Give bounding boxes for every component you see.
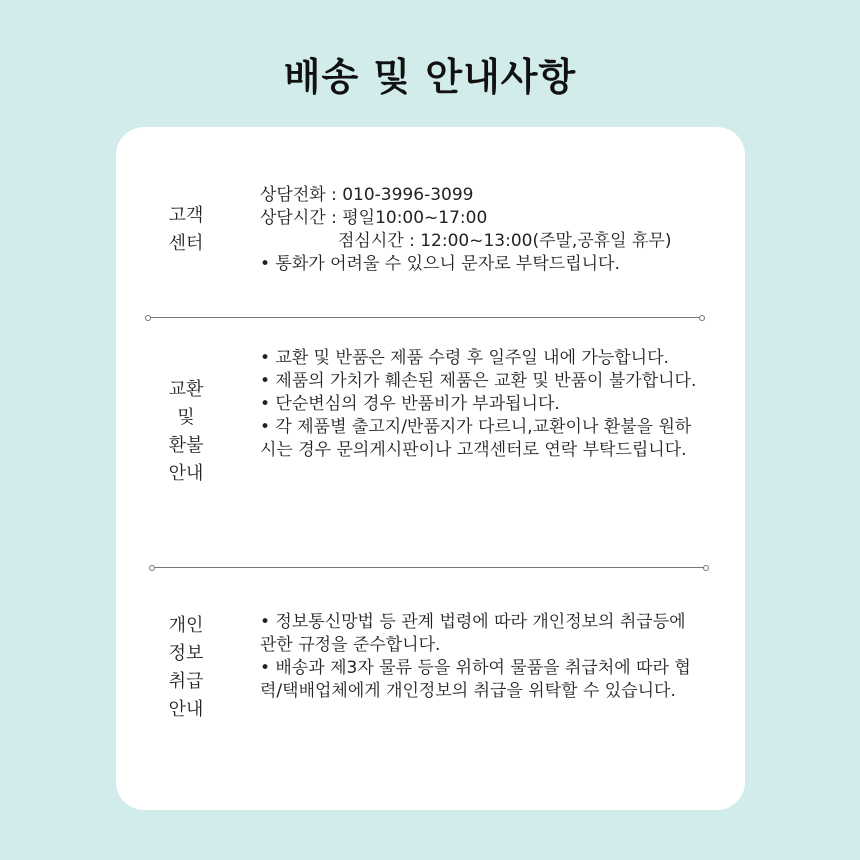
bullet-item: • 제품의 가치가 훼손된 제품은 교환 및 반품이 불가합니다. [260, 371, 697, 391]
bullet-item: • 단순변심의 경우 반품비가 부과됩니다. [260, 394, 560, 414]
label-line: 안내 [168, 699, 204, 720]
info-card [116, 127, 745, 810]
label-line: 환불 [168, 435, 204, 456]
section-divider [150, 317, 700, 318]
bullet-item: • 정보통신망법 등 관계 법령에 따라 개인정보의 취급등에 관한 규정을 준수합니다. [260, 612, 686, 655]
label-line: 정보 [168, 643, 204, 664]
page-title: 배송 및 안내사항 [283, 55, 577, 99]
label-line: 및 [177, 407, 195, 428]
hours-line: 상담시간 : 평일10:00~17:00 [260, 208, 488, 228]
bullet-item: • 교환 및 반품은 제품 수령 후 일주일 내에 가능합니다. [260, 348, 669, 368]
privacy-label [146, 612, 226, 724]
customer-center-content [260, 184, 700, 276]
phone-line: 상담전화 : 010-3996-3099 [260, 185, 474, 205]
label-line: 취급 [168, 671, 204, 692]
sms-note: • 통화가 어려울 수 있으니 문자로 부탁드립니다. [260, 254, 620, 274]
label-line: 센터 [168, 233, 204, 254]
label-line: 교환 [168, 379, 204, 400]
bullet-item: • 각 제품별 출고지/반품지가 다르니,교환이나 환불을 원하 시는 경우 문의게시판이나 고객센터로 연락 부탁드립니다. [260, 417, 709, 460]
exchange-refund-content [260, 347, 709, 462]
label-line: 안내 [168, 463, 204, 484]
customer-center-label [146, 202, 226, 258]
lunch-line: 점심시간 : 12:00~13:00(주말,공휴일 휴무) [338, 231, 672, 251]
bullet-item: • 배송과 제3자 물류 등을 위하여 물품을 취급처에 따라 협력/택배업체에게 개인정보의 취급을 위탁할 수 있습니다. [260, 658, 691, 701]
label-line: 개인 [168, 615, 204, 636]
section-divider [154, 567, 704, 568]
exchange-refund-label [146, 376, 226, 488]
label-line: 고객 [168, 205, 204, 226]
privacy-content [260, 611, 700, 703]
